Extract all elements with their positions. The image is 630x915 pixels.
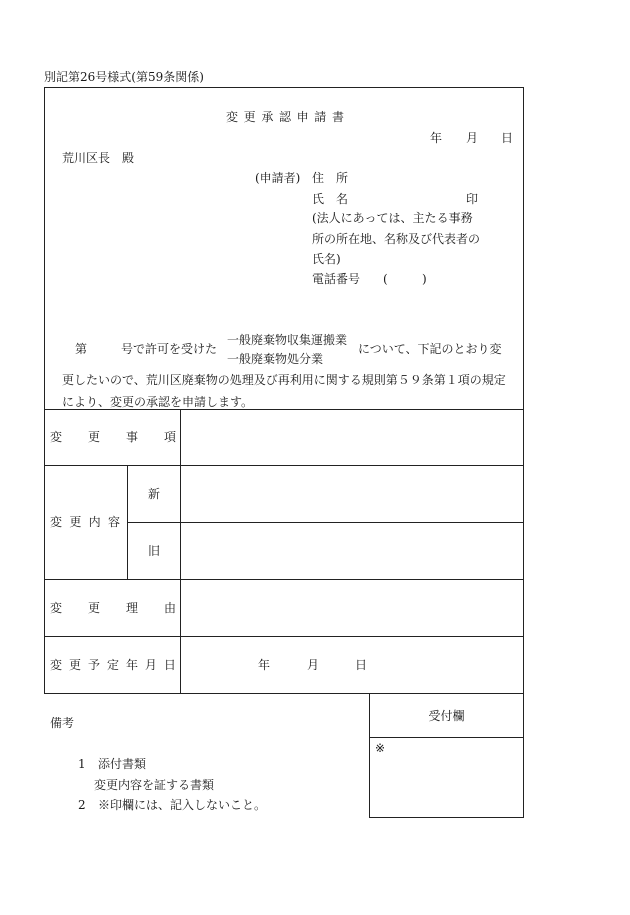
phone-label: 電話番号 <box>312 272 361 286</box>
corp-note-line-2: 所の所在地、名称及び代表者の <box>312 232 481 246</box>
table-top-rule <box>44 409 524 410</box>
remarks-item-1-sub: 変更内容を証する書類 <box>94 778 215 792</box>
change-reason-label: 変 更 理 由 <box>50 601 176 615</box>
date-day-label: 日 <box>501 131 514 145</box>
form-number-note: 別記第26号様式(第59条関係) <box>44 70 204 84</box>
remarks-item-2-number: 2 <box>78 798 86 812</box>
table-rule-2 <box>44 579 524 580</box>
planned-day-label: 日 <box>355 658 368 672</box>
form-title: 変 更 承 認 申 請 書 <box>226 110 344 124</box>
table-rule-3 <box>44 636 524 637</box>
addressee: 荒川区長 殿 <box>62 151 135 165</box>
planned-year-label: 年 <box>258 658 271 672</box>
change-item-label: 変 更 事 項 <box>50 430 176 444</box>
change-content-label: 変 更 内 容 <box>50 515 120 529</box>
table-rule-new-old <box>127 522 524 523</box>
table-sub-divider <box>127 465 128 579</box>
change-date-label: 変 更 予 定 年 月 日 <box>50 658 176 672</box>
remarks-item-1-number: 1 <box>78 757 86 771</box>
reception-rule <box>369 737 524 738</box>
body-line-2: 更したいので、荒川区廃棄物の処理及び再利用に関する規則第５９条第１項の規定 <box>62 373 506 387</box>
permit-dai: 第 <box>75 342 88 356</box>
business-type-2: 一般廃棄物処分業 <box>227 352 324 366</box>
address-label: 住 所 <box>312 171 349 185</box>
new-label: 新 <box>148 487 161 501</box>
applicant-role: (申請者) <box>255 171 301 185</box>
table-rule-1 <box>44 465 524 466</box>
phone-paren-close: ) <box>422 272 427 286</box>
remarks-item-2: ※印欄には、記入しないこと。 <box>98 798 267 812</box>
body-line-3: により、変更の承認を申請します。 <box>62 395 254 409</box>
permit-suffix: について、下記のとおり変 <box>358 342 502 356</box>
corp-note-line-3: 氏名) <box>312 252 341 266</box>
remarks-item-1: 添付書類 <box>98 757 147 771</box>
phone-paren-open: ( <box>383 272 388 286</box>
seal-mark: 印 <box>466 192 479 206</box>
name-label: 氏 名 <box>312 192 349 206</box>
reception-label: 受付欄 <box>428 709 465 723</box>
planned-month-label: 月 <box>307 658 320 672</box>
date-year-label: 年 <box>430 131 443 145</box>
remarks-heading: 備考 <box>50 716 75 730</box>
date-month-label: 月 <box>466 131 479 145</box>
corp-note-line-1: (法人にあっては、主たる事務 <box>312 211 473 225</box>
reception-mark: ※ <box>375 741 386 755</box>
business-type-1: 一般廃棄物収集運搬業 <box>227 333 348 347</box>
table-label-divider <box>180 409 181 694</box>
old-label: 旧 <box>148 544 161 558</box>
permit-prefix: 号で許可を受けた <box>121 342 218 356</box>
